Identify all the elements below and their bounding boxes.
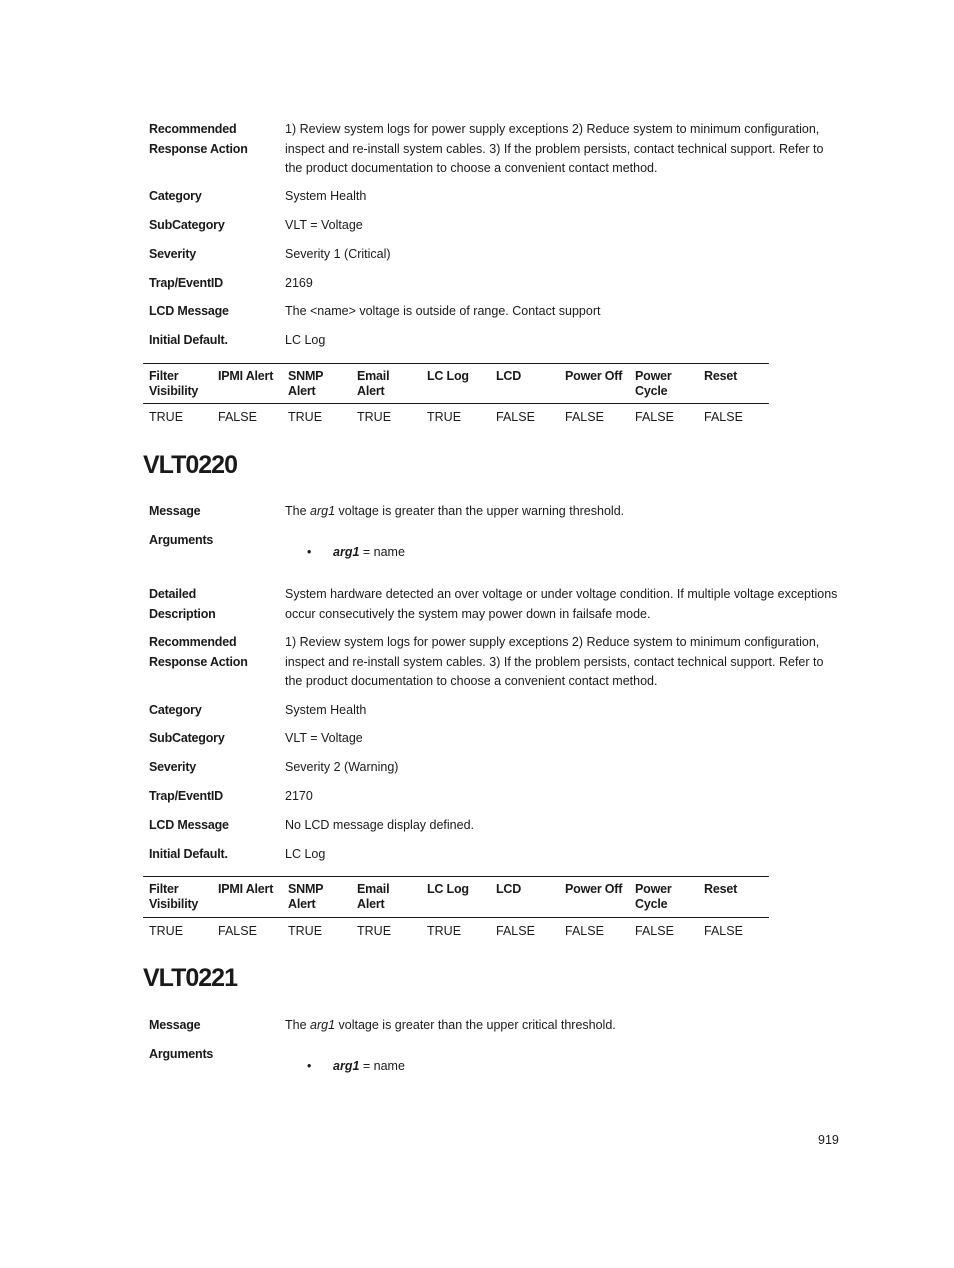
table-header: Power Off (565, 369, 623, 383)
field-label: SubCategory (149, 731, 225, 745)
field-label: Arguments (149, 1047, 214, 1061)
message-prefix: The (285, 504, 311, 518)
field-value: The <name> voltage is outside of range. Contact support (285, 304, 601, 318)
argument-rest: = name (359, 1059, 405, 1073)
field-value (285, 1016, 840, 1036)
table-cell: FALSE (565, 924, 604, 938)
bullet-icon: • (307, 545, 312, 559)
table-header: SNMP Alert (288, 369, 324, 398)
field-label: Severity (149, 760, 197, 774)
field-label: Initial Default. (149, 333, 228, 347)
field-value: No LCD message display defined. (285, 818, 474, 832)
table-cell: TRUE (357, 410, 392, 424)
table-header: Power Cycle (635, 369, 672, 398)
page-number: 919 (818, 1133, 839, 1147)
field-value: System Health (285, 703, 367, 717)
table-cell: FALSE (496, 410, 535, 424)
field-value: LC Log (285, 847, 326, 861)
argument-name: arg1 (333, 1059, 360, 1073)
argument-rest: = name (359, 545, 405, 559)
message-prefix: The (285, 1018, 311, 1032)
field-label: Severity (149, 247, 197, 261)
field-value: 2170 (285, 789, 313, 803)
field-label: Message (149, 1018, 201, 1032)
field-label: SubCategory (149, 218, 225, 232)
table-cell: FALSE (704, 924, 743, 938)
table-mid-rule (143, 403, 769, 404)
table-header: IPMI Alert (218, 882, 274, 896)
section-title-vlt0220: VLT0220 (143, 451, 237, 479)
table-header: LC Log (427, 882, 469, 896)
argument-name: arg1 (333, 545, 360, 559)
table-header: Filter Visibility (149, 369, 199, 398)
field-value: 1) Review system logs for power supply exceptions 2) Reduce system to minimum configuration, inspect and re-install system cables. 3) If the problem persists, contact technical support. Refer to the product documentation to choose a convenient contact method. (285, 635, 824, 688)
table-header: Email Alert (357, 882, 390, 911)
message-suffix: voltage is greater than the upper warning threshold. (335, 504, 625, 518)
table-header: Reset (704, 369, 738, 383)
table-cell: FALSE (496, 924, 535, 938)
field-value: 1) Review system logs for power supply exceptions 2) Reduce system to minimum configuration, inspect and re-install system cables. 3) If the problem persists, contact technical support. Refer to the product documentation to choose a convenient contact method. (285, 122, 824, 175)
table-cell: TRUE (149, 410, 184, 424)
field-label: Trap/EventID (149, 789, 224, 803)
table-header: IPMI Alert (218, 369, 274, 383)
field-label: Category (149, 189, 202, 203)
field-label: Category (149, 703, 202, 717)
table-cell: TRUE (427, 924, 462, 938)
table-header: LC Log (427, 369, 469, 383)
message-argument: arg1 (310, 1018, 336, 1032)
table-cell: TRUE (357, 924, 392, 938)
field-value: System hardware detected an over voltage or under voltage condition. If multiple voltage exceptions occur consecutively the system may power down in failsafe mode. (285, 587, 838, 621)
field-label: Detailed Description (149, 587, 216, 621)
table-top-rule (143, 876, 769, 877)
field-value: 2169 (285, 276, 313, 290)
argument-text (333, 1057, 405, 1076)
field-value: VLT = Voltage (285, 218, 363, 232)
table-cell: FALSE (704, 410, 743, 424)
field-value (285, 502, 840, 522)
field-label: Recommended Response Action (149, 122, 248, 156)
table-cell: TRUE (288, 410, 323, 424)
table-header: SNMP Alert (288, 882, 324, 911)
field-label: Recommended Response Action (149, 635, 248, 669)
table-cell: TRUE (288, 924, 323, 938)
field-value: Severity 2 (Warning) (285, 760, 399, 774)
table-top-rule (143, 363, 769, 364)
field-value: LC Log (285, 333, 326, 347)
table-cell: FALSE (218, 410, 257, 424)
table-header: Email Alert (357, 369, 390, 398)
table-cell: FALSE (635, 410, 674, 424)
message-argument: arg1 (310, 504, 336, 518)
section-title-vlt0221: VLT0221 (143, 964, 237, 992)
field-value: VLT = Voltage (285, 731, 363, 745)
table-header: Reset (704, 882, 738, 896)
table-cell: FALSE (218, 924, 257, 938)
field-value: Severity 1 (Critical) (285, 247, 391, 261)
field-label: Trap/EventID (149, 276, 224, 290)
table-cell: TRUE (149, 924, 184, 938)
field-label: LCD Message (149, 818, 229, 832)
table-header: Filter Visibility (149, 882, 199, 911)
message-suffix: voltage is greater than the upper critical threshold. (335, 1018, 616, 1032)
table-cell: FALSE (565, 410, 604, 424)
table-header: LCD (496, 369, 522, 383)
table-header: Power Cycle (635, 882, 672, 911)
field-label: Initial Default. (149, 847, 228, 861)
bullet-icon: • (307, 1059, 312, 1073)
table-cell: TRUE (427, 410, 462, 424)
field-label: Arguments (149, 533, 214, 547)
argument-text (333, 543, 405, 562)
table-mid-rule (143, 917, 769, 918)
field-label: Message (149, 504, 201, 518)
table-header: LCD (496, 882, 522, 896)
field-label: LCD Message (149, 304, 229, 318)
field-value: System Health (285, 189, 367, 203)
table-cell: FALSE (635, 924, 674, 938)
table-header: Power Off (565, 882, 623, 896)
